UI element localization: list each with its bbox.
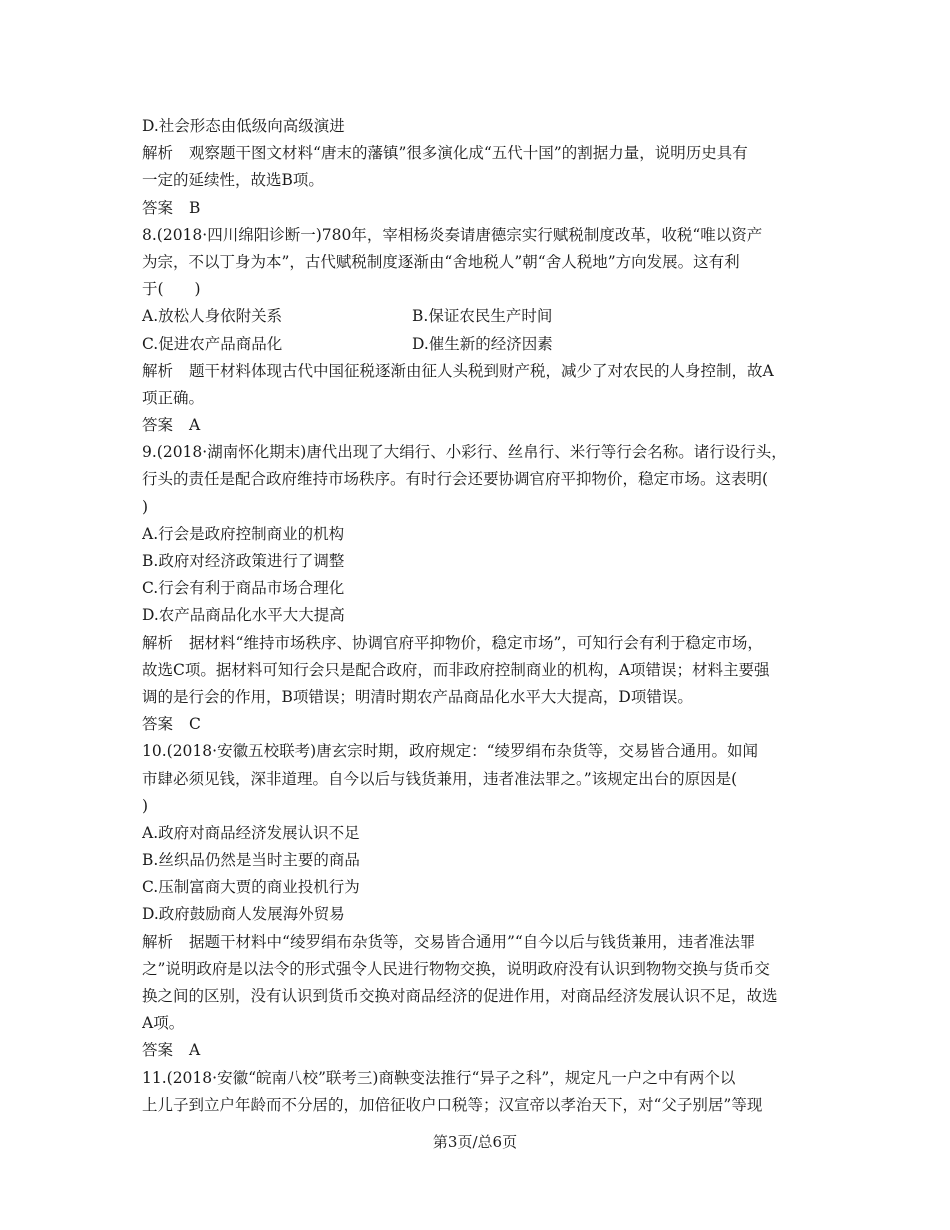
q8-options-row-2 — [142, 331, 814, 358]
q10-analysis-line-1: 解析 据题干材料中“绫罗绢布杂货等，交易皆合通用”“自今以后与钱货兼用，违者准法罪 — [142, 932, 756, 951]
q8-option-c: C.促进农产品商品化 — [142, 334, 283, 353]
q7-analysis-line-2: 一定的延续性，故选B项。 — [142, 171, 324, 190]
q8-options-row-1 — [142, 303, 814, 330]
analysis-label: 解析 — [142, 932, 174, 951]
q9-option-b: B.政府对经济政策进行了调整 — [142, 552, 345, 570]
q10-option-c: C.压制富商大贾的商业投机行为 — [142, 878, 360, 897]
q9-analysis-line-3: 调的是行会的作用，B项错误；明清时期农产品商品化水平大大提高，D项错误。 — [142, 687, 693, 706]
q9-option-d: D.农产品商品化水平大大提高 — [142, 606, 345, 625]
q8-option-b: B.保证农民生产时间 — [412, 307, 553, 326]
answer-value: A — [189, 1041, 201, 1060]
q8-answer — [142, 412, 814, 439]
answer-label: 答案 — [142, 1041, 174, 1060]
answer-value: A — [189, 416, 201, 435]
q9-option-c: C.行会有利于商品市场合理化 — [142, 579, 345, 598]
q10-analysis-line-4: A项。 — [142, 1014, 185, 1033]
answer-value: B — [189, 198, 201, 217]
q7-analysis-line-1: 解析 观察题干图文材料“唐末的藩镇”很多演化成“五代十国”的割据力量，说明历史具有 — [142, 144, 748, 163]
answer-value: C — [189, 715, 201, 734]
analysis-label: 解析 — [142, 633, 174, 652]
q8-stem-line-3: 于( ) — [142, 280, 201, 299]
q9-option-a: A.行会是政府控制商业的机构 — [142, 524, 345, 543]
q10-stem-line-3: ) — [142, 796, 149, 815]
q9-analysis-line-1: 解析 据材料“维持市场秩序、协调官府平抑物价，稳定市场”，可知行会有利于稳定市场， — [142, 633, 763, 652]
q9-analysis-line-2: 故选C项。据材料可知行会只是配合政府，而非政府控制商业的机构，A项错误；材料主要强 — [142, 660, 770, 679]
q9-stem-line-3: ) — [142, 497, 149, 516]
q7-answer — [142, 195, 814, 222]
q8-stem-line-2: 为宗，不以丁身为本”，古代赋税制度逐渐由“舍地税人”朝“舍人税地”方向发展。这有利 — [142, 252, 740, 271]
q10-analysis-line-3: 换之间的区别，没有认识到货币交换对商品经济的促进作用，对商品经济发展认识不足，故选 — [142, 987, 778, 1005]
q10-analysis-line-2: 之”说明政府是以法令的形式强令人民进行物物交换，说明政府没有认识到物物交换与货币交 — [142, 959, 770, 978]
q7-option-d: D.社会形态由低级向高级演进 — [142, 117, 345, 135]
q8-option-d: D.催生新的经济因素 — [412, 334, 553, 353]
q10-stem-line-1: 10.(2018·安徽五校联考)唐玄宗时期，政府规定：“绫罗绢布杂货等，交易皆合通用。如闻 — [142, 742, 759, 761]
q10-answer — [142, 1037, 814, 1064]
q10-option-b: B.丝织品仍然是当时主要的商品 — [142, 851, 360, 870]
answer-label: 答案 — [142, 416, 174, 435]
page-number: 第3页/总6页 — [432, 1133, 518, 1151]
q10-option-a: A.政府对商品经济发展认识不足 — [142, 823, 360, 842]
analysis-label: 解析 — [142, 361, 174, 380]
q8-analysis-line-2: 项正确。 — [142, 388, 205, 407]
q9-answer — [142, 711, 814, 738]
q10-stem-line-2: 市肆必须见钱，深非道理。自今以后与钱货兼用，违者准法罪之。”该规定出台的原因是( — [142, 769, 738, 788]
q11-stem-line-1: 11.(2018·安徽“皖南八校”联考三)商鞅变法推行“异子之科”，规定凡一户之中有两个以 — [142, 1068, 736, 1087]
q9-stem-line-2: 行头的责任是配合政府维持市场秩序。有时行会还要协调官府平抑物价，稳定市场。这表明( — [142, 470, 769, 489]
q11-stem-line-2: 上儿子到立户年龄而不分居的，加倍征收户口税等；汉宣帝以孝治天下，对“父子别居”等现 — [142, 1095, 763, 1114]
answer-label: 答案 — [142, 198, 174, 217]
q9-stem-line-1: 9.(2018·湖南怀化期末)唐代出现了大绢行、小彩行、丝帛行、米行等行会名称。诸行设行头， — [142, 443, 787, 462]
q8-analysis-line-1: 解析 题干材料体现古代中国征税逐渐由征人头税到财产税，减少了对农民的人身控制，故A — [142, 361, 774, 380]
page-content — [142, 113, 814, 1119]
page-footer — [0, 1131, 950, 1152]
analysis-label: 解析 — [142, 144, 174, 163]
answer-label: 答案 — [142, 715, 174, 734]
q8-stem-line-1: 8.(2018·四川绵阳诊断一)780年，宰相杨炎奏请唐德宗实行赋税制度改革，收税“唯以资产 — [142, 225, 763, 244]
q8-option-a: A.放松人身依附关系 — [142, 307, 283, 326]
q10-option-d: D.政府鼓励商人发展海外贸易 — [142, 905, 345, 924]
